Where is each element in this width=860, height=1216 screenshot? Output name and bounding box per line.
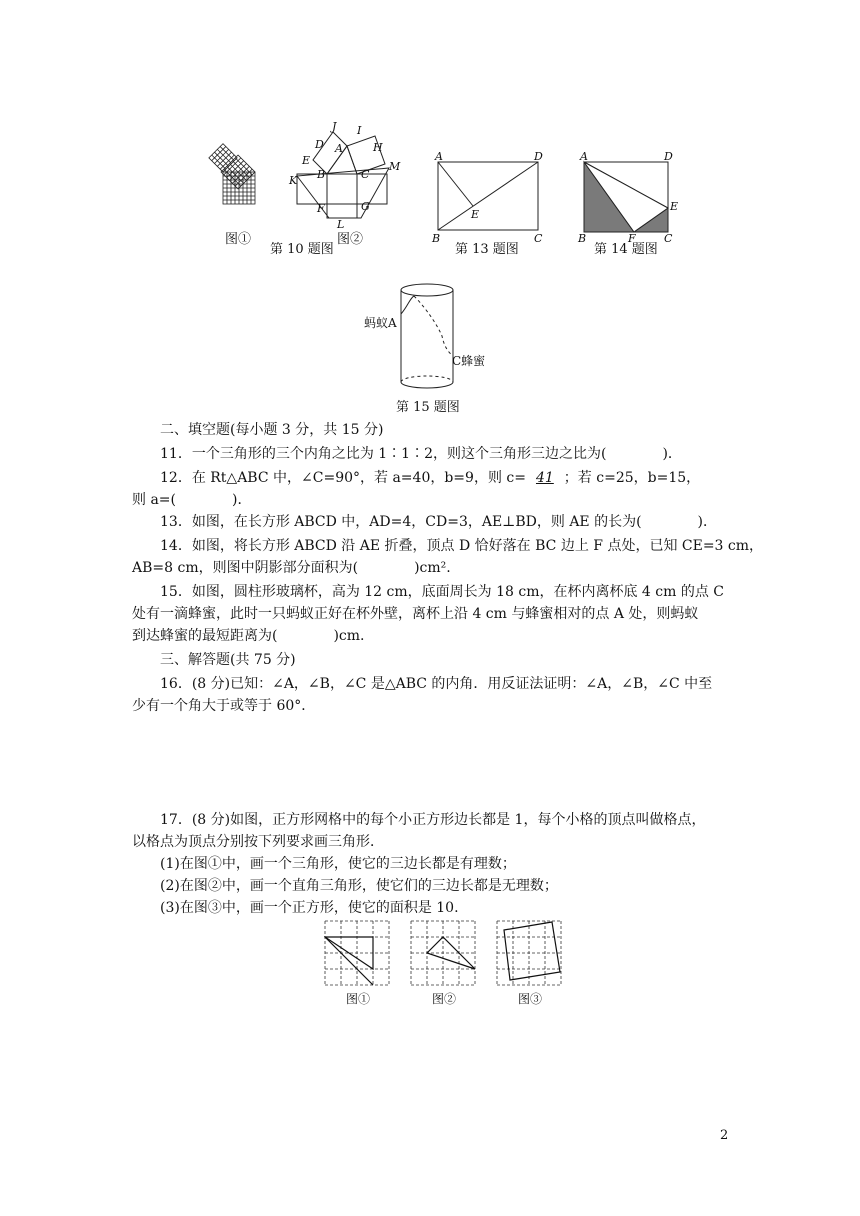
q14-label-b: B — [578, 232, 587, 242]
q12-part1: 12．在 Rt△ABC 中，∠C=90°，若 a=40，b=9，则 c= — [160, 470, 526, 486]
q10-label-j: J — [332, 120, 337, 133]
q14-label-f: F — [628, 232, 636, 242]
q15-line3: 到达蜂蜜的最短距离为( )cm. — [132, 628, 365, 644]
q10-label-g: G — [361, 200, 370, 213]
section2-title: 二、填空题(每小题 3 分，共 15 分) — [160, 422, 384, 438]
q17-item1: (1)在图①中，画一个三角形，使它的三边长都是有理数； — [160, 856, 516, 872]
figure-q17-grid2 — [410, 920, 476, 986]
figure-q10-grid — [205, 140, 275, 210]
q12-part2: ；若 c=25，b=15， — [563, 470, 701, 486]
q17-item2: (2)在图②中，画一个直角三角形，使它们的三边长都是无理数； — [160, 878, 558, 894]
section3-title: 三、解答题(共 75 分) — [160, 652, 296, 668]
q14-label-d: D — [664, 150, 673, 163]
q10-label-d: D — [315, 138, 324, 151]
q13-label-d: D — [534, 150, 543, 163]
q16-line1: 16．(8 分)已知：∠A，∠B，∠C 是△ABC 的内角．用反证法证明：∠A，∠B，∠C 中至 — [160, 676, 713, 692]
q17-line2: 以格点为顶点分别按下列要求画三角形． — [132, 834, 384, 850]
q10-label-m: M — [389, 160, 401, 173]
q10-label-l: L — [337, 218, 345, 228]
q10-label-a: A — [335, 142, 343, 155]
q10-label-c: C — [361, 168, 370, 181]
figure-q17-fig2-caption: 图② — [432, 992, 457, 1006]
figure-q10-sub2: 图② — [337, 232, 364, 247]
q17-item3: (3)在图③中，画一个正方形，使它的面积是 10. — [160, 900, 459, 916]
figure-q17-grid1 — [324, 920, 390, 986]
q12-line1 — [160, 468, 720, 488]
q13-label-a: A — [435, 150, 443, 163]
q15-line1: 15．如图，圆柱形玻璃杯，高为 12 cm，底面周长为 18 cm，在杯内离杯底 4 cm 的点 C — [160, 584, 725, 600]
figure-q14 — [576, 150, 686, 242]
figure-q17-fig3-caption: 图③ — [518, 992, 543, 1006]
q10-label-e: E — [302, 154, 311, 167]
figure-q17-fig1-caption: 图① — [346, 992, 371, 1006]
q10-label-h: H — [373, 141, 383, 154]
figure-q13-caption: 第 13 题图 — [455, 242, 519, 257]
q12-line2: 则 a=( )． — [132, 492, 252, 508]
q10-label-i: I — [357, 124, 362, 137]
figure-q15-ant: 蚂蚁A — [364, 316, 397, 330]
figure-q10-caption: 第 10 题图 — [270, 242, 334, 257]
page-number: 2 — [720, 1128, 729, 1143]
figure-q15 — [398, 276, 460, 396]
q13-label-c: C — [534, 232, 543, 242]
q11-text: 11．一个三角形的三个内角之比为 1∶1∶2，则这个三角形三边之比为( )． — [160, 446, 682, 462]
figure-q10-sub1: 图① — [225, 232, 252, 247]
q14-label-c: C — [664, 232, 673, 242]
q14-line2: AB=8 cm，则图中阴影部分面积为( )cm². — [132, 560, 451, 576]
q10-label-b: B — [317, 168, 326, 181]
q14-label-e: E — [670, 200, 679, 213]
figure-q15-honey: C蜂蜜 — [452, 354, 486, 368]
q13-label-b: B — [432, 232, 441, 242]
figure-q14-caption: 第 14 题图 — [594, 242, 658, 257]
figure-q13 — [430, 150, 550, 242]
figure-q17-grid3 — [496, 920, 562, 986]
q16-line2: 少有一个角大于或等于 60°． — [132, 698, 316, 714]
q14-label-a: A — [580, 150, 588, 163]
q10-label-f: F — [317, 202, 325, 215]
q10-label-k: K — [289, 174, 298, 187]
q14-line1: 14．如图，将长方形 ABCD 沿 AE 折叠，顶点 D 恰好落在 BC 边上 F 点处，已知 CE=3 cm， — [160, 538, 764, 554]
q12-answer: 41 — [535, 470, 554, 486]
q13-label-e: E — [471, 208, 480, 221]
figure-q15-caption: 第 15 题图 — [396, 400, 460, 415]
q13-text: 13．如图，在长方形 ABCD 中，AD=4，CD=3，AE⊥BD，则 AE 的长为( )． — [160, 514, 718, 530]
q15-line2: 处有一滴蜂蜜，此时一只蚂蚁正好在杯外壁，离杯上沿 4 cm 与蜂蜜相对的点 A 处，则蚂蚁 — [132, 606, 699, 622]
figure-q10-squares — [285, 118, 405, 228]
q17-line1: 17．(8 分)如图，正方形网格中的每个小正方形边长都是 1，每个小格的顶点叫做格点， — [160, 812, 706, 828]
